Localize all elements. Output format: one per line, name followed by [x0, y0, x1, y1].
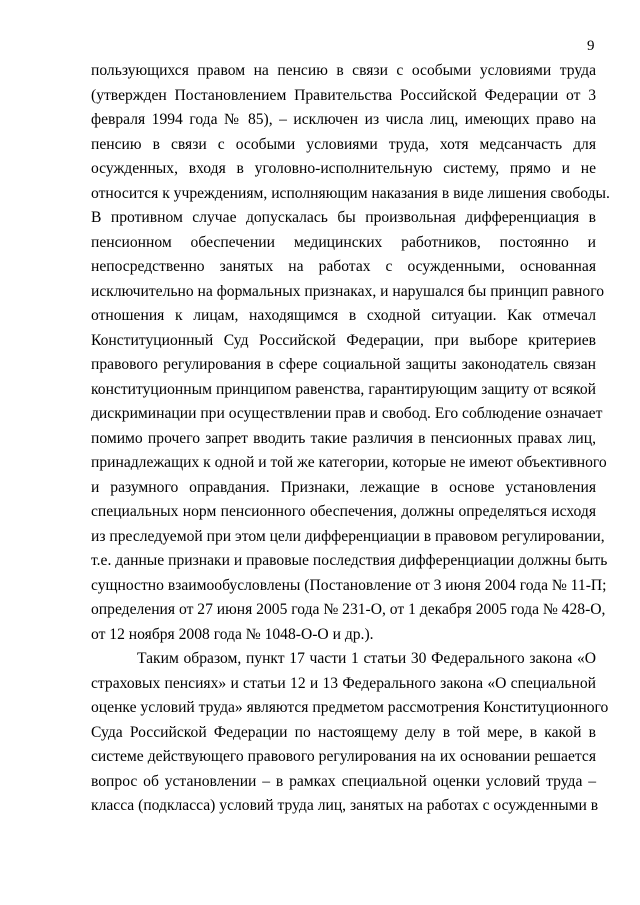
text-line: определения от 27 июня 2005 года № 231-О, от 1 декабря 2005 года № 428-О, — [91, 601, 606, 618]
text-line: В противном случае допускалась бы произвольная дифференциация в — [91, 209, 596, 226]
text-line: страховых пенсиях» и статьи 12 и 13 Федерального закона «О специальной — [91, 674, 596, 692]
text-line: исключительно на формальных признаках, и нарушался бы принцип равного — [91, 282, 605, 300]
text-line: Конституционный Суд Российской Федерации, при выборе критериев — [91, 331, 596, 349]
text-line: пользующихся правом на пенсию в связи с особыми условиями труда — [91, 62, 596, 79]
text-line: февраля 1994 года № 85), – исключен из числа лиц, имеющих право на — [91, 111, 596, 128]
text-line: специальных норм пенсионного обеспечения, должны определяться исходя — [91, 503, 596, 520]
text-line: оценке условий труда» являются предметом рассмотрения Конституционного — [91, 699, 609, 716]
text-line: пенсию в связи с особыми условиями труда, хотя медсанчасть для — [91, 135, 596, 153]
text-line: Таким образом, пункт 17 части 1 статьи 30 Федерального закона «О — [137, 650, 596, 667]
text-line: (утвержден Постановлением Правительства Российской Федерации от 3 — [91, 86, 596, 104]
page-number: 9 — [587, 38, 595, 54]
paragraph-1 — [91, 59, 610, 647]
text-line: пенсионном обеспечении медицинских работников, постоянно и — [91, 233, 596, 251]
text-line: т.е. данные признаки и правовые последствия дифференциации должны быть — [91, 552, 608, 569]
text-line: системе действующего правового регулирования на их основании решается — [91, 748, 596, 765]
text-line: класса (подкласса) условий труда лиц, занятых на работах с осужденными в — [91, 797, 599, 814]
text-line: от 12 ноября 2008 года № 1048-О-О и др.). — [91, 625, 374, 643]
text-line: помимо прочего запрет вводить такие различия в пенсионных правах лиц, — [91, 429, 596, 447]
text-line: относится к учреждениям, исполняющим наказания в виде лишения свободы. — [91, 184, 610, 202]
text-line: принадлежащих к одной и той же категории, которые не имеют объективного — [91, 454, 607, 471]
text-line: непосредственно занятых на работах с осужденными, основанная — [91, 258, 596, 275]
text-line: отношения к лицам, находящимся в сходной ситуации. Как отмечал — [91, 307, 596, 324]
text-line: вопрос об установлении – в рамках специальной оценки условий труда – — [91, 772, 596, 790]
text-line: конституционным принципом равенства, гарантирующим защиту от всякой — [91, 380, 596, 398]
paragraph-2 — [91, 647, 609, 819]
text-line: и разумного оправдания. Признаки, лежащие в основе установления — [91, 478, 596, 496]
text-line: Суда Российской Федерации по настоящему делу в той мере, в какой в — [91, 723, 596, 741]
text-line: сущностно взаимообусловлены (Постановление от 3 июня 2004 года № 11-П; — [91, 576, 607, 594]
text-line: осужденных, входя в уголовно-исполнительную систему, прямо и не — [91, 160, 596, 177]
text-line: правового регулирования в сфере социальной защиты законодатель связан — [91, 356, 596, 373]
text-line: дискриминации при осуществлении прав и свобод. Его соблюдение означает — [91, 405, 603, 422]
document-body — [91, 59, 610, 819]
text-line: из преследуемой при этом цели дифференциации в правовом регулировании, — [91, 527, 605, 545]
